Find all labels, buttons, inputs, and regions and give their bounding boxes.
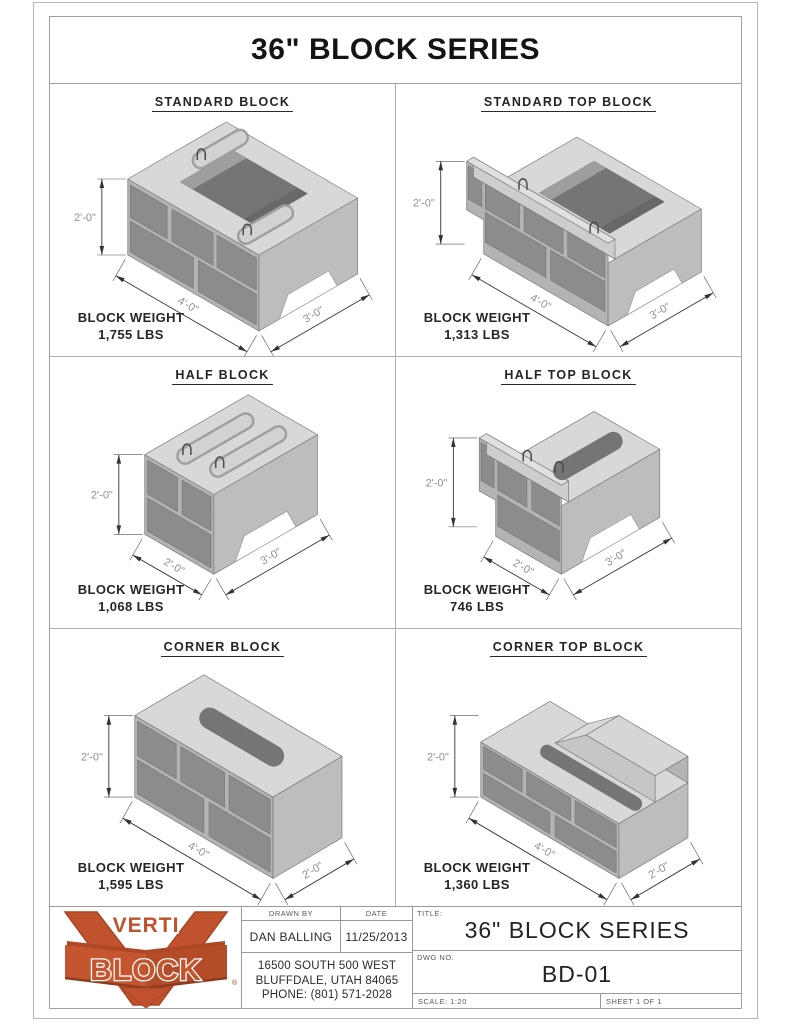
dimension-label: 3'-0" — [647, 300, 673, 323]
block-title: HALF BLOCK — [50, 366, 395, 385]
block-weight: BLOCK WEIGHT 1,360 LBS — [423, 860, 531, 893]
drawn-by-label: DRAWN BY — [242, 907, 341, 920]
block-weight: BLOCK WEIGHT 1,595 LBS — [77, 860, 185, 893]
dimension-label: 4'-0" — [527, 291, 553, 314]
sheet-value: SHEET 1 OF 1 — [606, 997, 662, 1006]
dimension-label: 3'-0" — [301, 304, 327, 326]
sheet-title: 36" BLOCK SERIES — [251, 33, 540, 66]
block-grid — [50, 84, 741, 906]
block-title: CORNER BLOCK — [50, 638, 395, 657]
block-weight: BLOCK WEIGHT 1,313 LBS — [423, 310, 531, 343]
block-weight: BLOCK WEIGHT 1,755 LBS — [77, 310, 185, 343]
block-weight: BLOCK WEIGHT 746 LBS — [423, 582, 531, 615]
sheet-title-bar — [50, 17, 741, 84]
dimension-label: 2'-0" — [646, 860, 672, 882]
title-dwg-cell — [413, 907, 741, 1009]
dimension-label: 2'-0" — [427, 751, 449, 764]
sheet-content-frame — [49, 16, 742, 1009]
scale-value: SCALE: 1:20 — [413, 994, 601, 1009]
dimension-label: 2'-0" — [510, 557, 536, 579]
panel-standard-block — [50, 84, 396, 357]
drawn-by-date-cell — [242, 907, 413, 1009]
block-title: STANDARD TOP BLOCK — [396, 93, 741, 112]
block-weight: BLOCK WEIGHT 1,068 LBS — [77, 582, 185, 615]
dimension-label: 2'-0" — [90, 489, 113, 502]
dimension-label: 4'-0" — [185, 839, 211, 862]
dimension-label: 2'-0" — [300, 860, 326, 882]
dimension-label: 2'-0" — [161, 556, 187, 578]
panel-corner-block — [50, 629, 396, 906]
title-label: TITLE: — [417, 909, 443, 918]
block-title: HALF TOP BLOCK — [396, 366, 741, 385]
date-value: 11/25/2013 — [345, 929, 408, 944]
date-label: DATE — [365, 909, 388, 918]
logo-cell — [50, 907, 242, 1009]
dimension-label: 3'-0" — [258, 546, 284, 568]
verti-block-logo — [53, 908, 239, 1008]
dimension-label: 2'-0" — [412, 197, 435, 210]
dimension-label: 2'-0" — [81, 751, 103, 764]
panel-corner-top-block — [396, 629, 741, 906]
block-title: CORNER TOP BLOCK — [396, 638, 741, 657]
dwg-no-value: BD-01 — [541, 961, 613, 987]
block-title: STANDARD BLOCK — [50, 93, 395, 112]
drawn-by-value: DAN BALLING — [242, 921, 341, 952]
company-address: 16500 SOUTH 500 WEST BLUFFDALE, UTAH 84065 PHONE: (801) 571-2028 — [255, 959, 399, 1002]
panel-standard-top-block — [396, 84, 741, 357]
logo-text-verti: VERTI — [112, 914, 180, 937]
title-block — [50, 906, 741, 1009]
drawing-title: 36" BLOCK SERIES — [464, 917, 690, 943]
logo-registered-mark: ® — [232, 980, 238, 987]
dimension-label: 3'-0" — [603, 547, 629, 569]
dwg-no-label: DWG NO. — [417, 953, 455, 962]
dimension-label: 4'-0" — [175, 294, 201, 317]
panel-half-block — [50, 357, 396, 629]
dimension-label: 4'-0" — [531, 839, 557, 862]
logo-text-block: BLOCK — [90, 954, 202, 987]
dimension-label: 2'-0" — [74, 211, 96, 225]
panel-half-top-block — [396, 357, 741, 629]
dimension-label: 2'-0" — [425, 477, 448, 490]
